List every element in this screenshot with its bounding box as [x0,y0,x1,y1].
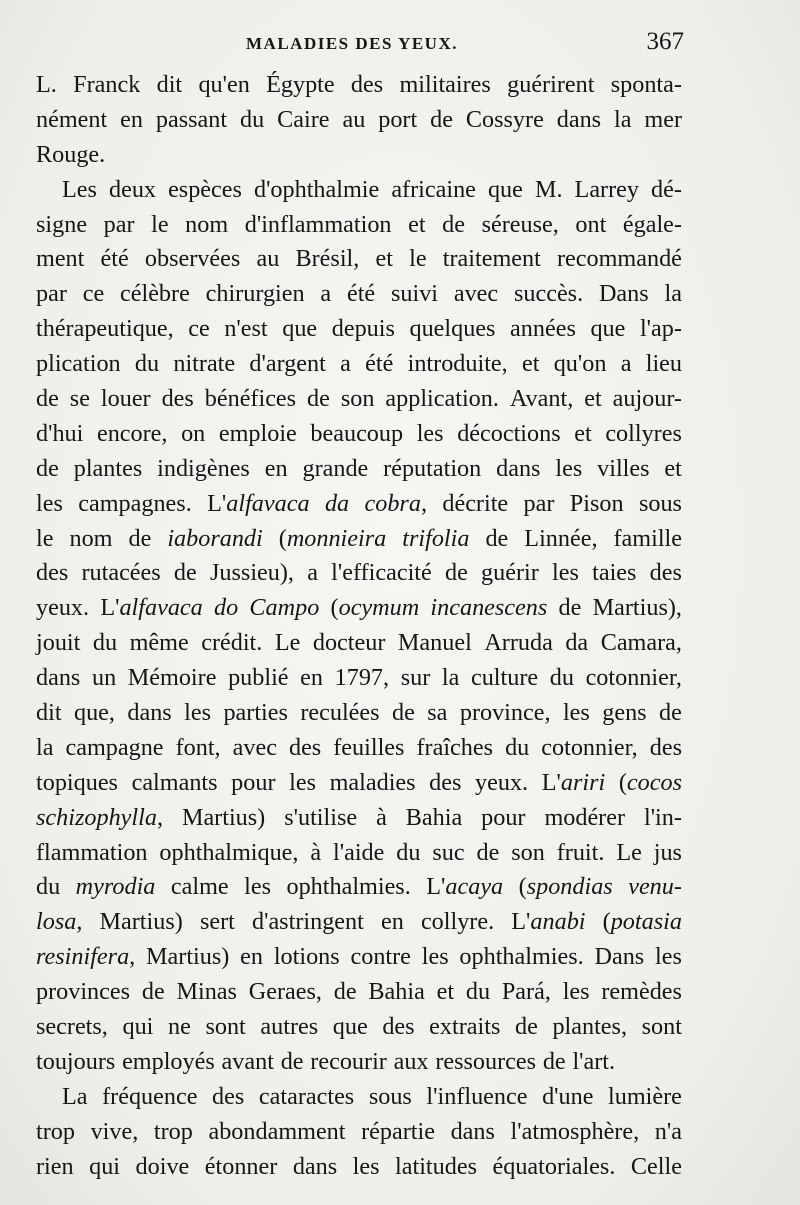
text-line: le nom de iaborandi (monnieira trifolia de Linnée, famille [36,524,682,552]
text-line: de se louer des bénéfices de son application. Avant, et aujour- [36,385,682,413]
text-line: par ce célèbre chirurgien a été suivi avec succès. Dans la [36,280,682,308]
text-line: trop vive, trop abondamment répartie dans l'atmosphère, n'a [36,1117,682,1145]
text-line: flammation ophthalmique, à l'aide du suc de son fruit. Le jus [36,838,682,866]
text-line: la campagne font, avec des feuilles fraîches du cotonnier, des [36,733,682,761]
text-line: Les deux espèces d'ophthalmie africaine que M. Larrey dé- [62,175,682,203]
text-line: thérapeutique, ce n'est que depuis quelques années que l'ap- [36,315,682,343]
text-line: provinces de Minas Geraes, de Bahia et du Pará, les remèdes [36,978,682,1006]
text-line: nément en passant du Caire au port de Cossyre dans la mer [36,105,682,133]
text-line: ment été observées au Brésil, et le traitement recommandé [36,245,682,273]
page-header [36,28,682,60]
text-line: d'hui encore, on emploie beaucoup les décoctions et collyres [36,419,682,447]
text-line: L. Franck dit qu'en Égypte des militaires guérirent sponta- [36,71,682,98]
text-line: yeux. L'alfavaca do Campo (ocymum incanescens de Martius), [36,594,682,622]
text-line: dans un Mémoire publié en 1797, sur la culture du cotonnier, [36,664,682,692]
text-line: rien qui doive étonner dans les latitudes équatoriales. Celle [36,1152,682,1180]
text-line: toujours employés avant de recourir aux ressources de l'art. [36,1047,616,1075]
text-line: secrets, qui ne sont autres que des extraits de plantes, sont [36,1013,682,1041]
text-line: schizophylla, Martius) s'utilise à Bahia pour modérer l'in- [36,803,682,831]
text-line: resinifera, Martius) en lotions contre les ophthalmies. Dans les [36,943,682,971]
running-head: MALADIES DES YEUX. [246,34,458,53]
text-line: losa, Martius) sert d'astringent en collyre. L'anabi (potasia [36,908,682,936]
text-line: les campagnes. L'alfavaca da cobra, décrite par Pison sous [36,489,682,517]
text-line: du myrodia calme les ophthalmies. L'acaya (spondias venu- [36,873,682,901]
text-line: Rouge. [36,140,106,168]
text-line: signe par le nom d'inflammation et de séreuse, ont égale- [36,210,682,238]
text-line: topiques calmants pour les maladies des yeux. L'ariri (cocos [36,768,682,796]
text-line: dit que, dans les parties reculées de sa province, les gens de [36,699,682,727]
text-line: plication du nitrate d'argent a été introduite, et qu'on a lieu [36,350,682,378]
text-line: des rutacées de Jussieu), a l'efficacité de guérir les taies des [36,559,682,587]
body-text [36,68,682,1185]
page-number: 367 [646,28,684,55]
text-line: La fréquence des cataractes sous l'influence d'une lumière [62,1082,682,1110]
text-line: de plantes indigènes en grande réputation dans les villes et [36,454,682,482]
text-line: jouit du même crédit. Le docteur Manuel Arruda da Camara, [36,629,682,657]
